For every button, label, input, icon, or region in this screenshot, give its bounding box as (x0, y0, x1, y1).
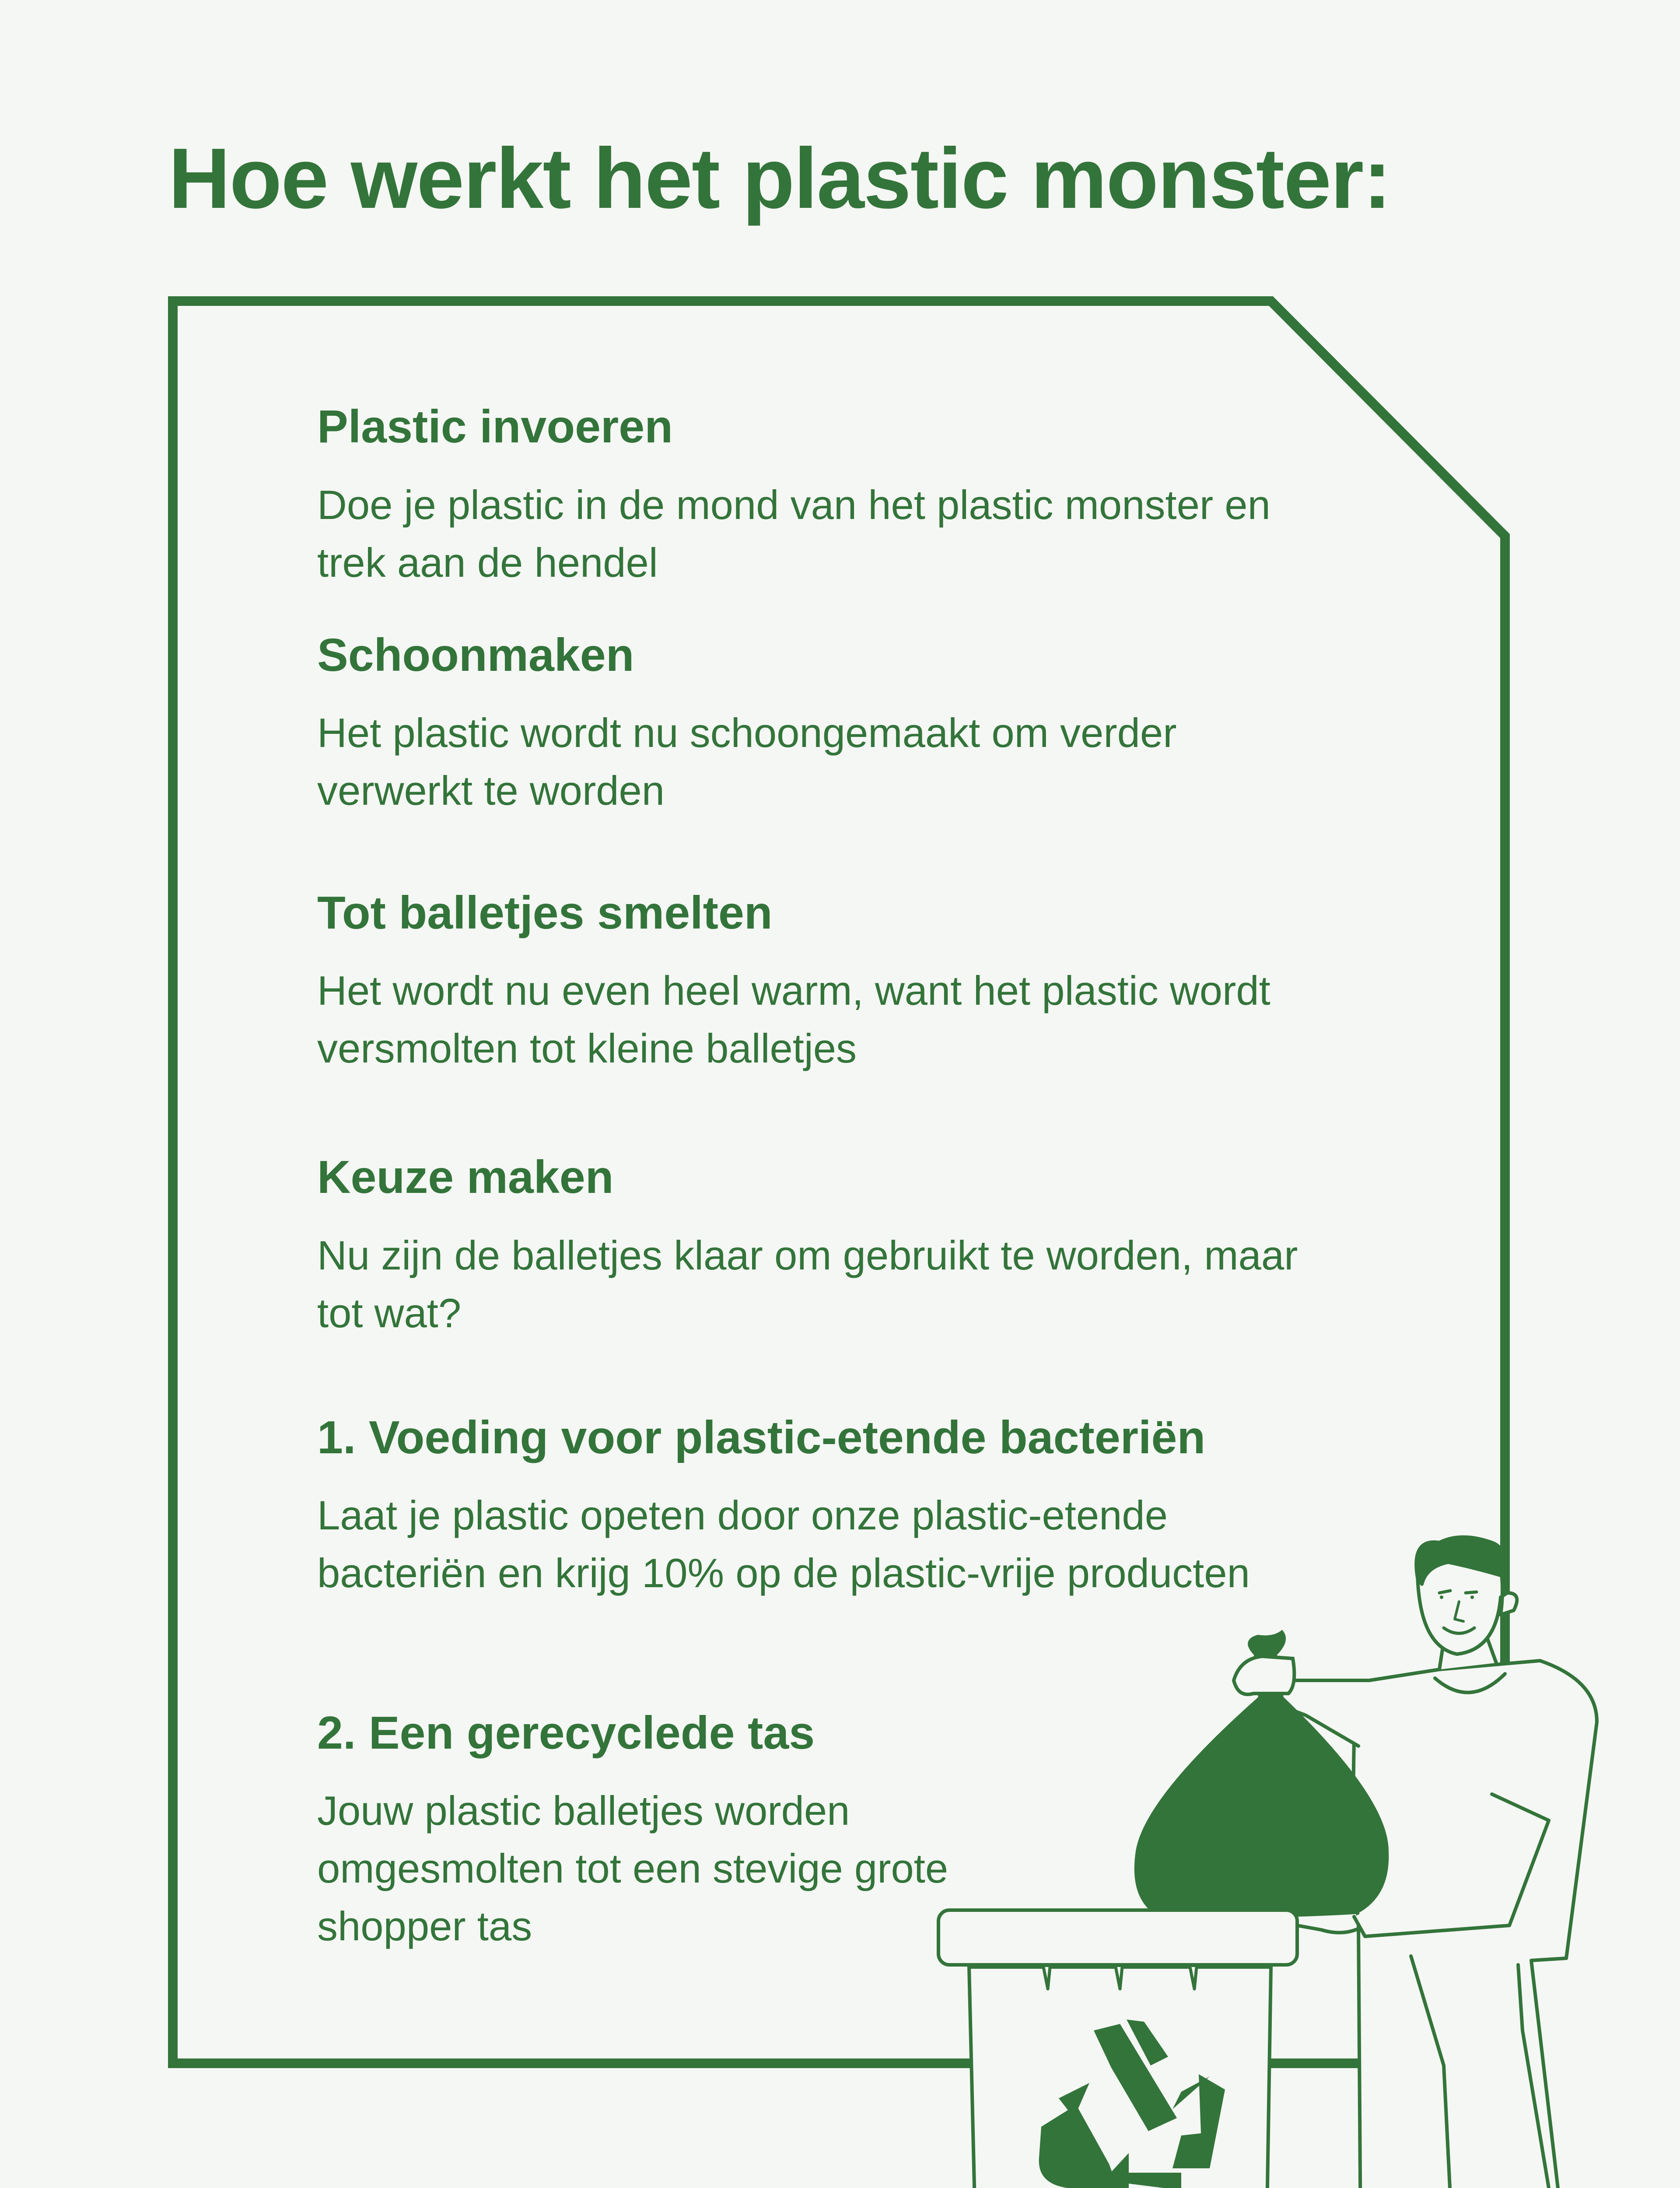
step-body: Nu zijn de balletjes klaar om gebruikt te worden, maar tot wat? (317, 1232, 1298, 1336)
step-heading: 1. Voeding voor plastic-etende bacteriën (317, 1412, 1206, 1463)
step-heading: Plastic invoeren (317, 401, 673, 452)
step-heading: Keuze maken (317, 1151, 614, 1203)
page-title: Hoe werkt het plastic monster: (168, 130, 1391, 226)
step-heading: Schoonmaken (317, 629, 634, 681)
step-body: Het plastic wordt nu schoongemaakt om verder verwerkt te worden (317, 710, 1177, 813)
step-body: Het wordt nu even heel warm, want het plastic wordt versmolten tot kleine balletjes (317, 968, 1270, 1071)
step-body: Jouw plastic balletjes worden omgesmolten tot een stevige grote shopper tas (317, 1788, 948, 1949)
step-body: Laat je plastic opeten door onze plastic-etende bacteriën en krijg 10% op de plastic-vrije producten (317, 1492, 1250, 1596)
step-body: Doe je plastic in de mond van het plastic monster en trek aan de hendel (317, 482, 1270, 586)
step-heading: Tot balletjes smelten (317, 887, 773, 939)
step-heading: 2. Een gerecyclede tas (317, 1707, 815, 1759)
